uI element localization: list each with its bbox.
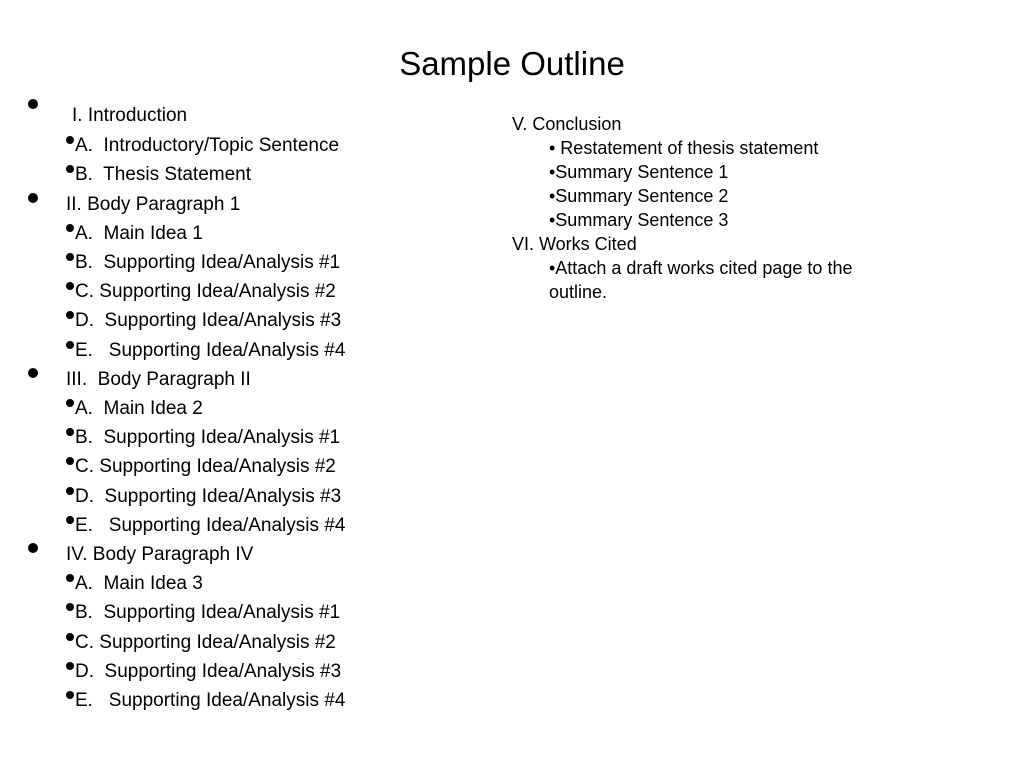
bullet-dot-icon [66, 165, 74, 173]
section-heading-body2: III. Body Paragraph II [66, 369, 251, 390]
outer-bullet-1 [28, 99, 38, 109]
outline-item: A. Introductory/Topic Sentence [66, 134, 339, 158]
outline-item: D. Supporting Idea/Analysis #3 [66, 660, 341, 684]
bullet-dot-icon [66, 282, 74, 290]
bullet-dot-icon [66, 457, 74, 465]
outline-item: A. Main Idea 1 [66, 222, 203, 246]
bullet-dot-icon [66, 253, 74, 261]
outline-item: E. Supporting Idea/Analysis #4 [66, 339, 345, 363]
outline-item: D. Supporting Idea/Analysis #3 [66, 309, 341, 333]
outer-bullet-2 [28, 193, 38, 203]
outline-item: E. Supporting Idea/Analysis #4 [66, 514, 345, 538]
outline-item: B. Supporting Idea/Analysis #1 [66, 426, 340, 450]
outline-item: A. Main Idea 2 [66, 397, 203, 421]
bullet-dot-icon [66, 691, 74, 699]
section-heading-intro: I. Introduction [72, 105, 188, 126]
works-cited-item: •Attach a draft works cited page to the [549, 258, 853, 278]
bullet-dot-icon [66, 574, 74, 582]
bullet-dot-icon [66, 428, 74, 436]
bullet-dot-icon [66, 603, 74, 611]
bullet-dot-icon [66, 662, 74, 670]
outer-bullet-3 [28, 368, 38, 378]
left-column [0, 0, 480, 768]
section-heading-conclusion: V. Conclusion [512, 114, 622, 134]
bullet-dot-icon [66, 224, 74, 232]
section-heading-works-cited: VI. Works Cited [512, 234, 637, 254]
outline-item: B. Thesis Statement [66, 163, 251, 187]
bullet-dot-icon [66, 399, 74, 407]
conclusion-item: •Summary Sentence 2 [549, 186, 729, 206]
outline-item: C. Supporting Idea/Analysis #2 [66, 631, 336, 655]
bullet-dot-icon [66, 341, 74, 349]
slide-title: Sample Outline [399, 45, 625, 82]
bullet-dot-icon [66, 516, 74, 524]
outline-item: B. Supporting Idea/Analysis #1 [66, 251, 340, 275]
bullet-dot-icon [66, 136, 74, 144]
conclusion-item: • Restatement of thesis statement [549, 138, 819, 158]
section-heading-body1: II. Body Paragraph 1 [66, 194, 241, 215]
outline-item: C. Supporting Idea/Analysis #2 [66, 280, 336, 304]
outline-item: C. Supporting Idea/Analysis #2 [66, 455, 336, 479]
outline-item: B. Supporting Idea/Analysis #1 [66, 601, 340, 625]
bullet-dot-icon [66, 633, 74, 641]
outline-item: D. Supporting Idea/Analysis #3 [66, 485, 341, 509]
conclusion-item: •Summary Sentence 3 [549, 210, 729, 230]
works-cited-item: outline. [549, 282, 608, 302]
conclusion-item: •Summary Sentence 1 [549, 162, 729, 182]
bullet-dot-icon [66, 487, 74, 495]
outline-item: A. Main Idea 3 [66, 572, 203, 596]
bullet-dot-icon [66, 311, 74, 319]
outline-item: E. Supporting Idea/Analysis #4 [66, 689, 345, 713]
section-heading-body3: IV. Body Paragraph IV [66, 544, 254, 565]
outer-bullet-4 [28, 543, 38, 553]
